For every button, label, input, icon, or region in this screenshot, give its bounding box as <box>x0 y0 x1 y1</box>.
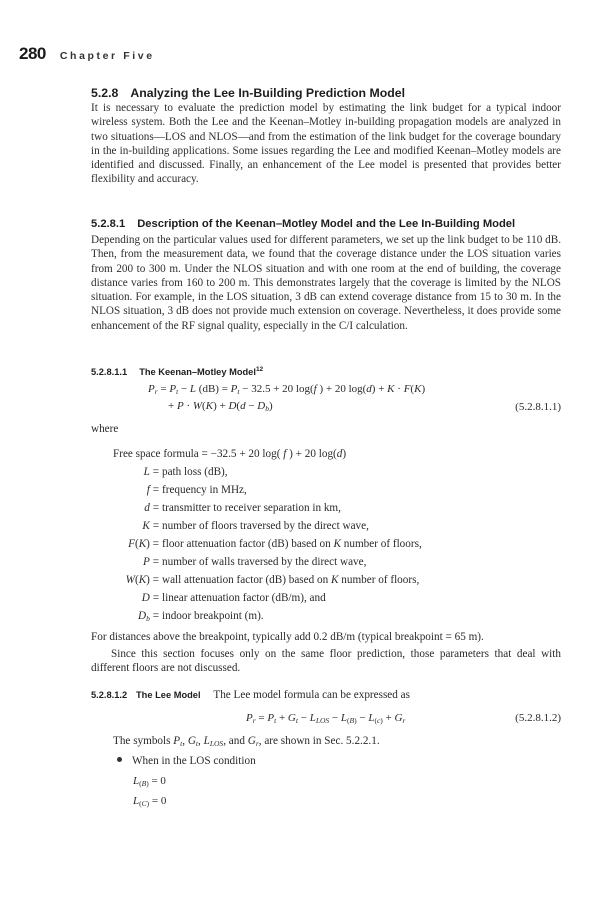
lee-model-intro: The Lee model formula can be expressed as <box>213 689 410 701</box>
section-heading-5-2-8-1-1 <box>91 366 263 377</box>
section-title: Analyzing the Lee In-Building Prediction Model <box>130 86 405 100</box>
chapter-title: Chapter Five <box>59 50 155 62</box>
reference-superscript: 12 <box>255 366 264 373</box>
definition-lhs: Free space formula = <box>113 448 208 460</box>
definition-rhs: floor attenuation factor (dB) based on K number of floors, <box>162 538 422 550</box>
page-number: 280 <box>19 44 46 63</box>
section-number: 5.2.8.1.1 <box>91 367 128 378</box>
equation-number: (5.2.8.1.2) <box>515 712 561 724</box>
definition-lhs: $D_b$ = <box>138 610 159 623</box>
section-title: Description of the Keenan–Motley Model and the Lee In-Building Model <box>137 218 516 230</box>
section-heading-5-2-8-1-2 <box>91 689 410 701</box>
definition-rhs: path loss (dB), <box>162 466 228 478</box>
condition-lb: $L_{(B)} = 0$ <box>133 775 166 788</box>
lee-model-equation: $P_r = P_t + G_t - L_{LOS} - L_{(B)} - L_{(c)} + G_r$ <box>246 712 406 725</box>
definition-rhs: linear attenuation factor (dB/m), and <box>162 592 326 604</box>
equation-number: (5.2.8.1.1) <box>515 401 561 413</box>
breakpoint-note: For distances above the breakpoint, typically add 0.2 dB/m (typical breakpoint = 65 m). <box>91 631 484 643</box>
section-number: 5.2.8 <box>91 86 119 100</box>
definition-rhs: transmitter to receiver separation in km, <box>162 502 341 514</box>
section-title: The Lee Model <box>135 690 201 700</box>
definition-lhs: P = <box>143 556 159 568</box>
definition-lhs: f = <box>146 484 159 496</box>
section-heading-5-2-8-1 <box>91 218 515 230</box>
definition-lhs: d = <box>144 502 159 514</box>
where-label: where <box>91 423 119 435</box>
same-floor-note: Since this section focuses only on the same floor prediction, those parameters that deal with different floors are not discussed. <box>91 648 561 675</box>
bullet-text: When in the LOS condition <box>132 755 256 767</box>
los-condition-bullet <box>117 755 256 767</box>
section-heading-5-2-8 <box>91 86 405 100</box>
definition-lhs: W(K) = <box>125 574 159 586</box>
keenan-motley-equation-line-2: + $P \cdot W(K) + D(d - D_b)$ <box>168 400 273 413</box>
definition-lhs: K = <box>142 520 159 532</box>
symbols-sentence: The symbols $P_t$, $G_t$, $L_{LOS}$, and $G_r$, are shown in Sec. 5.2.2.1. <box>113 735 380 748</box>
definition-rhs: number of floors traversed by the direct wave, <box>162 520 369 532</box>
definition-rhs: number of walls traversed by the direct wave, <box>162 556 367 568</box>
section-number: 5.2.8.1.2 <box>91 690 128 700</box>
free-space-formula: Free space formula = −32.5 + 20 log( f ) + 20 log(d) <box>113 448 347 460</box>
bullet-icon <box>117 757 122 762</box>
keenan-motley-equation-line-1: $P_r = P_t - L$ $(dB) = P_t - 32.5 + 20$ log(f ) + 20 log(d) + K · F(K) <box>148 383 426 396</box>
definition-rhs: indoor breakpoint (m). <box>162 610 264 622</box>
definition-rhs: frequency in MHz, <box>162 484 247 496</box>
definition-rhs: wall attenuation factor (dB) based on K number of floors, <box>162 574 420 586</box>
definition-lhs: D = <box>141 592 159 604</box>
section-5-2-8-1-body: Depending on the particular values used for different parameters, we set up the link budget to be 110 dB. Then, from the measurement data, we found that the coverage distance under the LOS situation varies from 200 to 300 m. Under the NLOS situation and with one room at the end of building, the coverage distance varies from 160 to 200 m. This demonstrates largely that the coverage is limited by the NLOS situation. For example, in the LOS situation, 3 dB can extend coverage distance from 15 to 30 m. In the NLOS situation, 3 dB does not provide much extension on coverage. Nevertheless, it does provide some enhancement of the RF signal quality, especially in the C/I calculation. <box>91 234 561 332</box>
section-number: 5.2.8.1 <box>91 218 126 230</box>
condition-lc: $L_{(C)} = 0$ <box>133 795 167 808</box>
definition-lhs: F(K) = <box>128 538 159 550</box>
section-5-2-8-body: It is necessary to evaluate the prediction model by estimating the link budget for a typical indoor wireless system. Both the Lee and the Keenan–Motley in-building propagation models are analyzed in two situations—LOS and NLOS—and from the estimation of the link budget for the coverage boundary in the in-building applications. Some issues regarding the Lee and modified Keenan–Motley models are identified and discussed. Finally, an enhancement of the Lee model is presented that provides better flexibility and accuracy. <box>91 102 561 186</box>
running-head <box>19 44 155 64</box>
definition-lhs: L = <box>143 466 159 478</box>
section-title: The Keenan–Motley Model <box>139 367 256 378</box>
